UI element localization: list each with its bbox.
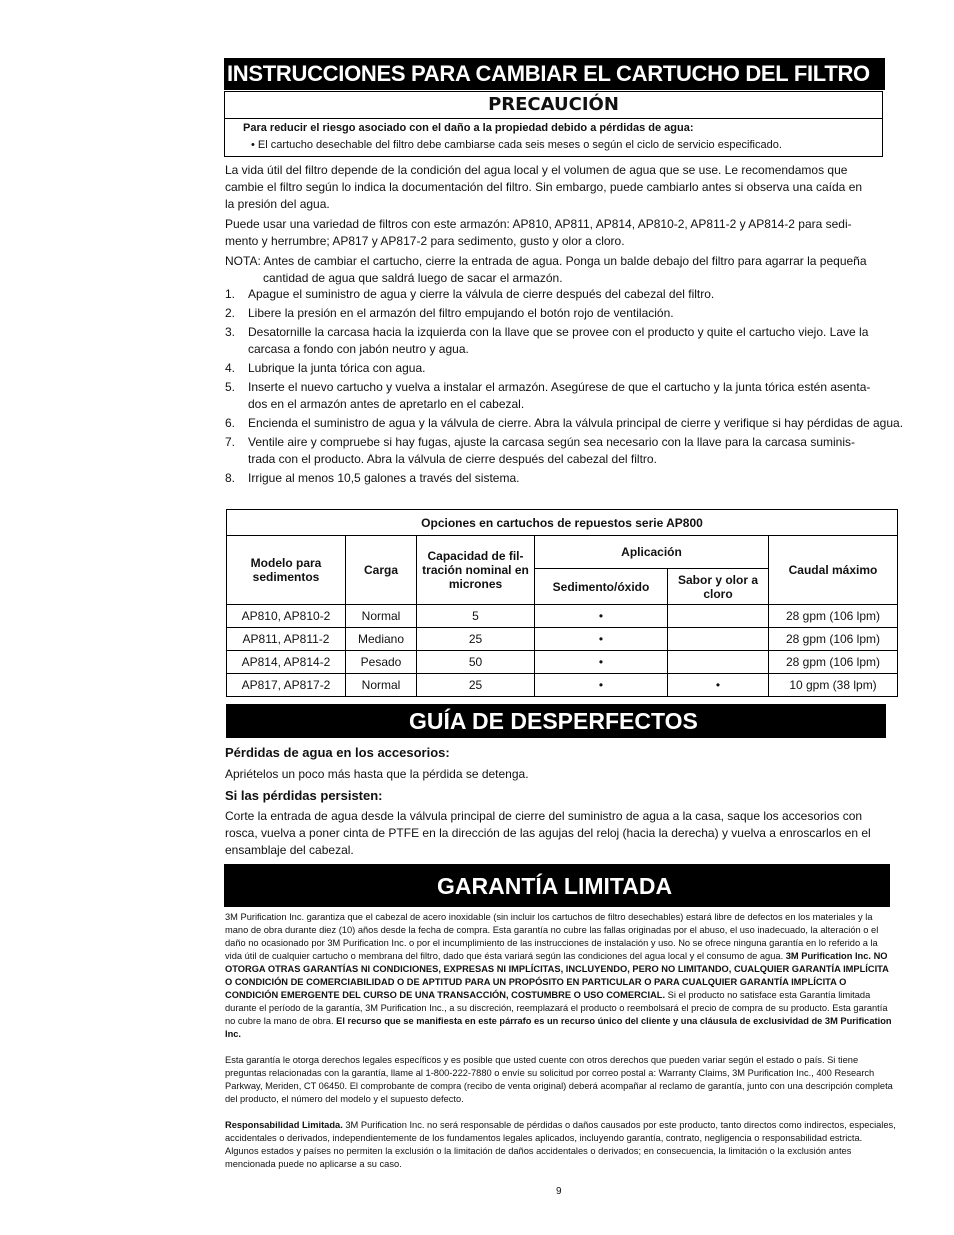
table-row [227, 605, 898, 628]
header-flow: Caudal máximo [769, 536, 898, 605]
cell-flow: 28 gpm (106 lpm) [769, 628, 898, 651]
cell-capacity: 25 [417, 674, 535, 697]
warranty-text-c: Si el producto no satisface esta Garantía limitada durante el período de la garantía, 3M Purification Inc., a su discreción, reemplazará el producto o reembolsará el precio de compra de su producto. Esta garantía no cubre la mano de obra. [225, 990, 888, 1026]
table-body [227, 605, 898, 697]
step-item [225, 415, 903, 432]
text-line: Corte la entrada de agua desde la válvula principal de cierre del suministro de agua a la casa, saque los accesorios con [225, 809, 863, 823]
cell-taste: • [668, 674, 769, 697]
cell-taste [668, 628, 769, 651]
text-line: La vida útil del filtro depende de la condición del agua local y el volumen de agua que se use. Le recomendamos que [225, 163, 848, 177]
warranty-paragraph-1 [225, 911, 897, 1041]
cell-flow: 28 gpm (106 lpm) [769, 605, 898, 628]
caution-title: PRECAUCIÓN [225, 94, 882, 119]
note-paragraph [225, 253, 867, 287]
step-text: carcasa a fondo con jabón neutro y agua. [248, 342, 469, 356]
text-line: mento y herrumbre; AP817 y AP817-2 para sedimento, gusto y olor a cloro. [225, 234, 625, 248]
limited-liability-label: Responsabilidad Limitada. [225, 1120, 343, 1130]
header-grade: Carga [346, 536, 417, 605]
table-row [227, 628, 898, 651]
step-text: Irrigue al menos 10,5 galones a través del sistema. [248, 471, 520, 485]
warranty-exclusive-remedy: El recurso que se manifiesta en este párrafo es un recurso único del cliente y una cláusula de exclusividad de 3M Purification Inc. [225, 1016, 892, 1039]
troubleshooting-title-bar [226, 704, 886, 738]
warranty-title: GARANTÍA LIMITADA [437, 873, 673, 899]
text-line: Puede usar una variedad de filtros con este armazón: AP810, AP811, AP814, AP810-2, AP811-2 y AP814-2 para sedi- [225, 217, 852, 231]
cell-grade: Normal [346, 674, 417, 697]
cell-model: AP817, AP817-2 [227, 674, 346, 697]
cell-grade: Normal [346, 605, 417, 628]
cell-sediment: • [535, 628, 668, 651]
step-text: Encienda el suministro de agua y la válvula de cierre. Abra la válvula principal de cierre y verifique si hay pérdidas de agua. [248, 416, 904, 430]
step-text: Desatornille la carcasa hacia la izquierda con la llave que se provee con el producto y quite el cartucho viejo. Lave la [248, 325, 869, 339]
step-text: Ventile aire y compruebe si hay fugas, ajuste la carcasa según sea necesario con la llave para la carcasa suminis- [248, 435, 855, 449]
text-line: cambie el filtro según lo indica la documentación del filtro. Sin embargo, puede cambiarlo antes si observa una caída en [225, 180, 863, 194]
page-title: INSTRUCCIONES PARA CAMBIAR EL CARTUCHO DEL FILTRO [227, 61, 870, 86]
cell-sediment: • [535, 674, 668, 697]
cell-taste [668, 605, 769, 628]
step-number: 2. [225, 306, 236, 320]
intro-paragraph-1 [225, 162, 867, 213]
step-number: 1. [225, 287, 236, 301]
caution-item: • El cartucho desechable del filtro debe cambiarse cada seis meses o según el ciclo de servicio especificado. [251, 139, 782, 151]
text-line: cantidad de agua que saldrá luego de sacar el armazón. [263, 271, 563, 285]
text-line: la presión del agua. [225, 197, 330, 211]
table-row [227, 651, 898, 674]
step-text: Inserte el nuevo cartucho y vuelva a instalar el armazón. Asegúrese de que el cartucho y la junta tórica estén asenta- [248, 380, 871, 394]
step-text: Apague el suministro de agua y cierre la válvula de cierre después del cabezal del filtro. [248, 287, 715, 301]
step-number: 8. [225, 471, 236, 485]
step-text: Lubrique la junta tórica con agua. [248, 361, 426, 375]
header-taste: Sabor y olor a cloro [668, 569, 769, 605]
cell-grade: Pesado [346, 651, 417, 674]
troubleshooting-title: GUÍA DE DESPERFECTOS [409, 708, 698, 734]
intro-text [225, 162, 867, 290]
cell-taste [668, 651, 769, 674]
table-caption: Opciones en cartuchos de repuestos serie AP800 [227, 510, 898, 536]
cell-flow: 28 gpm (106 lpm) [769, 651, 898, 674]
header-application: Aplicación [535, 536, 769, 569]
cell-flow: 10 gpm (38 lpm) [769, 674, 898, 697]
step-item [225, 434, 903, 468]
cell-model: AP814, AP814-2 [227, 651, 346, 674]
step-text: trada con el producto. Abra la válvula de cierre después del cabezal del filtro. [248, 452, 657, 466]
section-title-bar [224, 58, 885, 90]
step-item [225, 379, 903, 413]
warranty-text-a: 3M Purification Inc. garantiza que el cabezal de acero inoxidable (sin incluir los cartuchos de filtro desechables) estará libre de defectos en los materiales y la mano de obra durante diez (10) años desde la fecha de compra. Esta garantía no cubre las fallas originadas por el abuso, el uso inadecuado, la alteración o el daño no ocasionado por 3M Purification Inc. o por el incumplimiento de las instrucciones de instalación y uso. No se ofrece ninguna garantía en lo referido a la vida útil de cualquier cartucho o membrana del filtro, dado que ésta variará según las condiciones del agua local y el consumo de agua. [225, 912, 879, 961]
cell-model: AP810, AP810-2 [227, 605, 346, 628]
warranty-paragraph-2: Esta garantía le otorga derechos legales específicos y es posible que usted cuente con otros derechos que pueden variar según el estado o país. Si tiene preguntas relacionadas con la garantía, llame al 1-800-222-7880 o envíe su solicitud por correo postal a: Warranty Claims, 3M Purification Inc., 400 Research Parkway, Meriden, CT 06450. El comprobante de compra (recibo de venta original) deberá acompañar al reclamo de garantía, junto con una descripción completa del producto, el número del modelo y el supuesto defecto. [225, 1055, 893, 1104]
cell-capacity: 50 [417, 651, 535, 674]
cell-sediment: • [535, 651, 668, 674]
cell-grade: Mediano [346, 628, 417, 651]
warranty-title-bar [224, 864, 890, 907]
text-line: NOTA: Antes de cambiar el cartucho, cierre la entrada de agua. Ponga un balde debajo del filtro para agarrar la pequeña [225, 254, 867, 268]
page-number: 9 [556, 1186, 562, 1197]
table-row [227, 674, 898, 697]
troubleshoot-text-1: Apriételos un poco más hasta que la pérdida se detenga. [225, 767, 529, 781]
text-line: rosca, vuelva a poner cinta de PTFE en la dirección de las agujas del reloj (hacia la derecha) y vuelva a enroscarlos en el [225, 826, 871, 840]
step-item [225, 360, 903, 377]
step-number: 4. [225, 361, 236, 375]
step-item [225, 286, 903, 303]
header-capacity: Capacidad de fil-tración nominal en micrones [417, 536, 535, 605]
step-number: 3. [225, 325, 236, 339]
step-text: dos en el armazón antes de apretarlo en el cabezal. [248, 397, 525, 411]
steps-list [225, 286, 903, 489]
cell-model: AP811, AP811-2 [227, 628, 346, 651]
step-item [225, 324, 903, 358]
step-number: 7. [225, 435, 236, 449]
step-text: Libere la presión en el armazón del filtro empujando el botón rojo de ventilación. [248, 306, 674, 320]
cell-capacity: 5 [417, 605, 535, 628]
intro-paragraph-2 [225, 216, 867, 250]
step-number: 6. [225, 416, 236, 430]
header-model: Modelo para sedimentos [227, 536, 346, 605]
warranty-paragraph-3 [225, 1119, 897, 1171]
text-line: ensamblaje del cabezal. [225, 843, 354, 857]
warranty-disclaimer: 3M Purification Inc. NO OTORGA OTRAS GARANTÍAS NI CONDICIONES, EXPRESAS NI IMPLÍCITAS, INCLUYENDO, PERO NO LIMITANDO, CUALQUIER GARANTÍA IMPLÍCITA O CONDICIÓN DE COMERCIABILIDAD O DE APTITUD PARA UN PROPÓSITO EN PARTICULAR O PARA CUALQUIER GARANTÍA IMPLÍCITA O CONDICIÓN EMERGENTE DEL CURSO DE UNA TRANSACCIÓN, COSTUMBRE O USO COMERCIAL. [225, 951, 889, 1000]
troubleshoot-heading-2: Si las pérdidas persisten: [225, 788, 383, 803]
replacement-cartridge-table [226, 509, 898, 697]
step-item [225, 305, 903, 322]
caution-lead: Para reducir el riesgo asociado con el daño a la propiedad debido a pérdidas de agua: [243, 122, 694, 134]
cell-capacity: 25 [417, 628, 535, 651]
limited-liability-text: 3M Purification Inc. no será responsable de pérdidas o daños causados por este producto, tanto directos como indirectos, especiales, accidentales o derivados, independientemente de los fundamentos legales aplicados, incluyendo garantía, contrato, negligencia o responsabilidad estricta. Algunos estados y países no permiten la exclusión o la limitación de daños accidentales o derivados; en consecuencia, la limitación o la exclusión antes mencionada puede no aplicarse a su caso. [225, 1120, 896, 1169]
step-number: 5. [225, 380, 236, 394]
header-sediment: Sedimento/óxido [535, 569, 668, 605]
warranty-text [225, 911, 897, 1184]
caution-box [224, 91, 883, 157]
troubleshoot-text-2 [225, 808, 871, 859]
troubleshoot-heading-1: Pérdidas de agua en los accesorios: [225, 745, 450, 760]
cell-sediment: • [535, 605, 668, 628]
step-item [225, 470, 903, 487]
